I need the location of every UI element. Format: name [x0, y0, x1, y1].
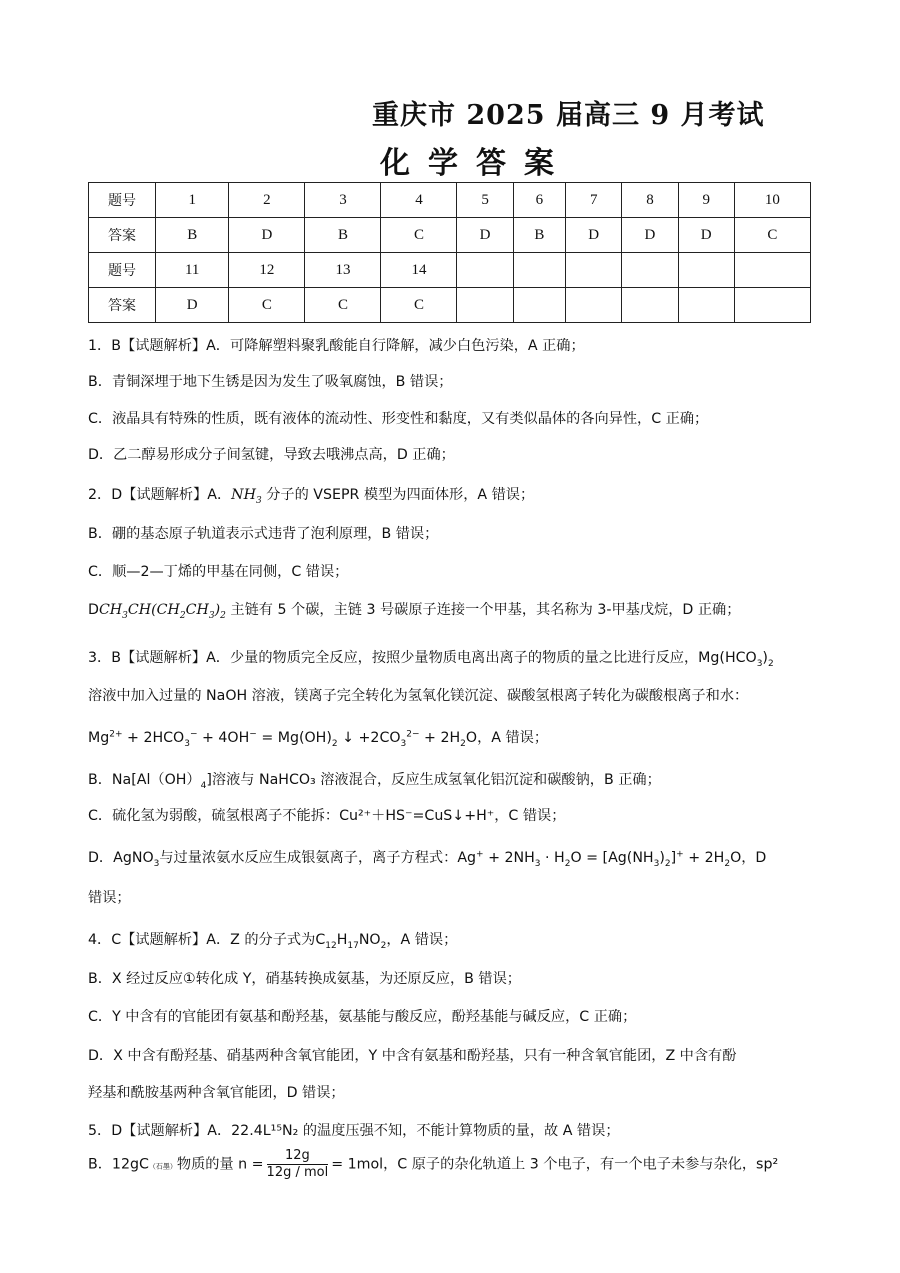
answer-table-row — [89, 183, 811, 218]
q2-option-a — [88, 485, 818, 505]
answer-table-cell — [566, 288, 622, 323]
answer-table-row — [89, 253, 811, 288]
answer-table-cell — [678, 253, 734, 288]
q2-d-text: 主链有 5 个碳，主链 3 号碳原子连接一个甲基，其名称为 3-甲基戊烷，D 正确； — [230, 602, 741, 618]
q3-b-text: ]溶液与 NaHCO₃ 溶液混合，反应生成氢氧化铝沉淀和碳酸钠，B 正确； — [206, 772, 661, 788]
answer-table-cell — [457, 288, 513, 323]
answer-table-header-cell: 答案 — [89, 288, 156, 323]
q2-option-d: $DCH_3CH(CH_2CH_3)_2$ 主链有 5 个碳，主链 3 号碳原子连接一个甲基，其名称为 3-甲基戊烷，D 正确； — [88, 602, 741, 621]
answer-table-cell: D — [457, 218, 513, 253]
answer-table-cell: B — [513, 218, 565, 253]
q1-option-b: B．青铜深埋于地下生锈是因为发生了吸氧腐蚀，B 错误； — [88, 374, 453, 390]
answer-table-cell: 4 — [381, 183, 457, 218]
q5-option-b — [88, 1148, 818, 1181]
answer-table-cell: 8 — [622, 183, 678, 218]
answer-table-cell: 5 — [457, 183, 513, 218]
q1-option-d: D．乙二醇易形成分子间氢键，导致去哦沸点高，D 正确； — [88, 447, 455, 463]
answer-table-header-cell: 题号 — [89, 253, 156, 288]
answer-table-cell: 3 — [305, 183, 381, 218]
answer-table-cell — [622, 288, 678, 323]
q3-d-lead: D． — [88, 850, 114, 866]
answer-table-cell: C — [381, 218, 457, 253]
q2-a-lead: 2．D【试题解析】A． — [88, 487, 232, 503]
answer-table-cell — [513, 253, 565, 288]
q3-option-a-line1: 3．B【试题解析】A．少量的物质完全反应，按照少量物质电离出离子的物质的量之比进行反应，$Mg(HCO_3)_2$ — [88, 650, 774, 669]
answer-table-header-cell: 答案 — [89, 218, 156, 253]
q3-d-text: 与过量浓氨水反应生成银氨离子，离子方程式： — [159, 850, 458, 866]
answer-table-cell: D — [622, 218, 678, 253]
answer-table-cell — [734, 288, 810, 323]
nh3-formula: $NH_3$ — [231, 487, 262, 506]
answer-table-cell: 7 — [566, 183, 622, 218]
answer-table-cell — [734, 253, 810, 288]
answer-table-cell: C — [305, 288, 381, 323]
q3-option-c: C．硫化氢为弱酸，硫氢根离子不能拆：Cu²⁺＋HS⁻=CuS↓+H⁺，C 错误； — [88, 808, 566, 824]
answer-table-cell — [622, 253, 678, 288]
answer-table — [88, 182, 811, 323]
answer-table-cell: 6 — [513, 183, 565, 218]
answer-table-cell — [678, 288, 734, 323]
q1-option-a: 1．B【试题解析】A．可降解塑料聚乳酸能自行降解，减少白色污染，A 正确； — [88, 338, 585, 354]
q4-option-a: 4．C【试题解析】A．Z 的分子式为$C_{12}H_{17}NO_2$，A 错误； — [88, 932, 458, 951]
q3-option-d: D．AgNO$_3$与过量浓氨水反应生成银氨离子，离子方程式：$Ag^+ + 2NH_3 \cdot H_2O = [Ag(NH_3)_2]^+ + 2H_2O$，D — [88, 849, 767, 869]
q5-option-a: 5．D【试题解析】A．22.4L¹⁵N₂ 的温度压强不知，不能计算物质的量，故 A 错误； — [88, 1123, 620, 1139]
mass-fraction — [267, 1148, 329, 1181]
q3-option-a-line2: 溶液中加入过量的 NaOH 溶液，镁离子完全转化为氢氧化镁沉淀、碳酸氢根离子转化为碳酸根离子和水： — [88, 688, 749, 704]
answer-table-cell — [513, 288, 565, 323]
q4-a-lead: 4．C【试题解析】A．Z 的分子式为 — [88, 932, 316, 948]
page-subtitle: 化学答案 — [380, 146, 572, 181]
answer-table-cell — [457, 253, 513, 288]
q2-option-b: B．硼的基态原子轨道表示式违背了泡利原理，B 错误； — [88, 526, 439, 542]
answer-table-row — [89, 218, 811, 253]
q2-a-text: 分子的 VSEPR 模型为四面体形，A 错误； — [266, 487, 535, 503]
q5-b-mid: 物质的量 n = — [176, 1156, 264, 1173]
answer-table-cell: 11 — [156, 253, 229, 288]
answer-table-cell — [566, 253, 622, 288]
answer-table-cell: 10 — [734, 183, 810, 218]
q4-option-d-line2: 羟基和酰胺基两种含氧官能团，D 错误； — [88, 1085, 345, 1101]
q3-d-tail: ，D — [741, 850, 767, 866]
answer-table-header-cell: 题号 — [89, 183, 156, 218]
answer-table-cell: C — [381, 288, 457, 323]
answer-table-cell: 9 — [678, 183, 734, 218]
q3-option-a-equation: $Mg^{2+} + 2HCO_3^- + 4OH^- = Mg(OH)_2$ ↓ $+2CO_3^{2-} + 2H_2O$，A 错误； — [88, 729, 549, 749]
q2-option-c: C．顺—2—丁烯的甲基在同侧，C 错误； — [88, 564, 349, 580]
q1-option-c: C．液晶具有特殊的性质，既有液体的流动性、形变性和黏度，又有类似晶体的各向异性，C 正确； — [88, 411, 709, 427]
answer-table-cell: C — [734, 218, 810, 253]
answer-table-cell: B — [156, 218, 229, 253]
answer-table-cell: D — [156, 288, 229, 323]
q3-option-b: B．$Na[Al(OH)_4]$溶液与 NaHCO₃ 溶液混合，反应生成氢氧化铝沉淀和碳酸钠，B 正确； — [88, 772, 661, 791]
answer-table-cell: 1 — [156, 183, 229, 218]
q4-option-d-line1: D．X 中含有酚羟基、硝基两种含氧官能团，Y 中含有氨基和酚羟基，只有一种含氧官能团，Z 中含有酚 — [88, 1048, 737, 1064]
q3-option-d-cont: 错误； — [88, 890, 131, 906]
answer-table-cell: D — [678, 218, 734, 253]
q5-b-text: = 1mol，C 原子的杂化轨道上 3 个电子，有一个电子未参与杂化，sp² — [331, 1156, 779, 1173]
q3-a-lead: 3．B【试题解析】A．少量的物质完全反应，按照少量物质电离出离子的物质的量之比进行反应， — [88, 650, 699, 666]
answer-table-cell: 12 — [229, 253, 305, 288]
q4-option-b: B．X 经过反应①转化成 Y，硝基转换成氨基，为还原反应，B 错误； — [88, 971, 521, 987]
q4-a-text: ，A 错误； — [386, 932, 458, 948]
q3-b-lead: B．Na[Al（OH） — [88, 772, 201, 788]
answer-table-cell: D — [229, 218, 305, 253]
structural-formula: $CH_3CH(CH_2CH_3)_2$ — [98, 602, 226, 621]
answer-table-cell: B — [305, 218, 381, 253]
fraction-numerator: 12g — [267, 1148, 329, 1165]
answer-table-cell: 13 — [305, 253, 381, 288]
answer-table-cell: 14 — [381, 253, 457, 288]
page-title: 重庆市 2025 届高三 9 月考试 — [372, 100, 765, 131]
q4-option-c: C．Y 中含有的官能团有氨基和酚羟基，氨基能与酸反应，酚羟基能与碱反应，C 正确； — [88, 1009, 637, 1025]
answer-table-cell: C — [229, 288, 305, 323]
q5-b-lead: B．12gC — [88, 1156, 149, 1173]
q3-a-result: ，A 错误； — [477, 730, 549, 746]
answer-table-row — [89, 288, 811, 323]
q5-b-note: （石墨） — [148, 1162, 177, 1171]
answer-table-cell: 2 — [229, 183, 305, 218]
answer-table-cell: D — [566, 218, 622, 253]
fraction-denominator: 12g / mol — [266, 1165, 329, 1180]
